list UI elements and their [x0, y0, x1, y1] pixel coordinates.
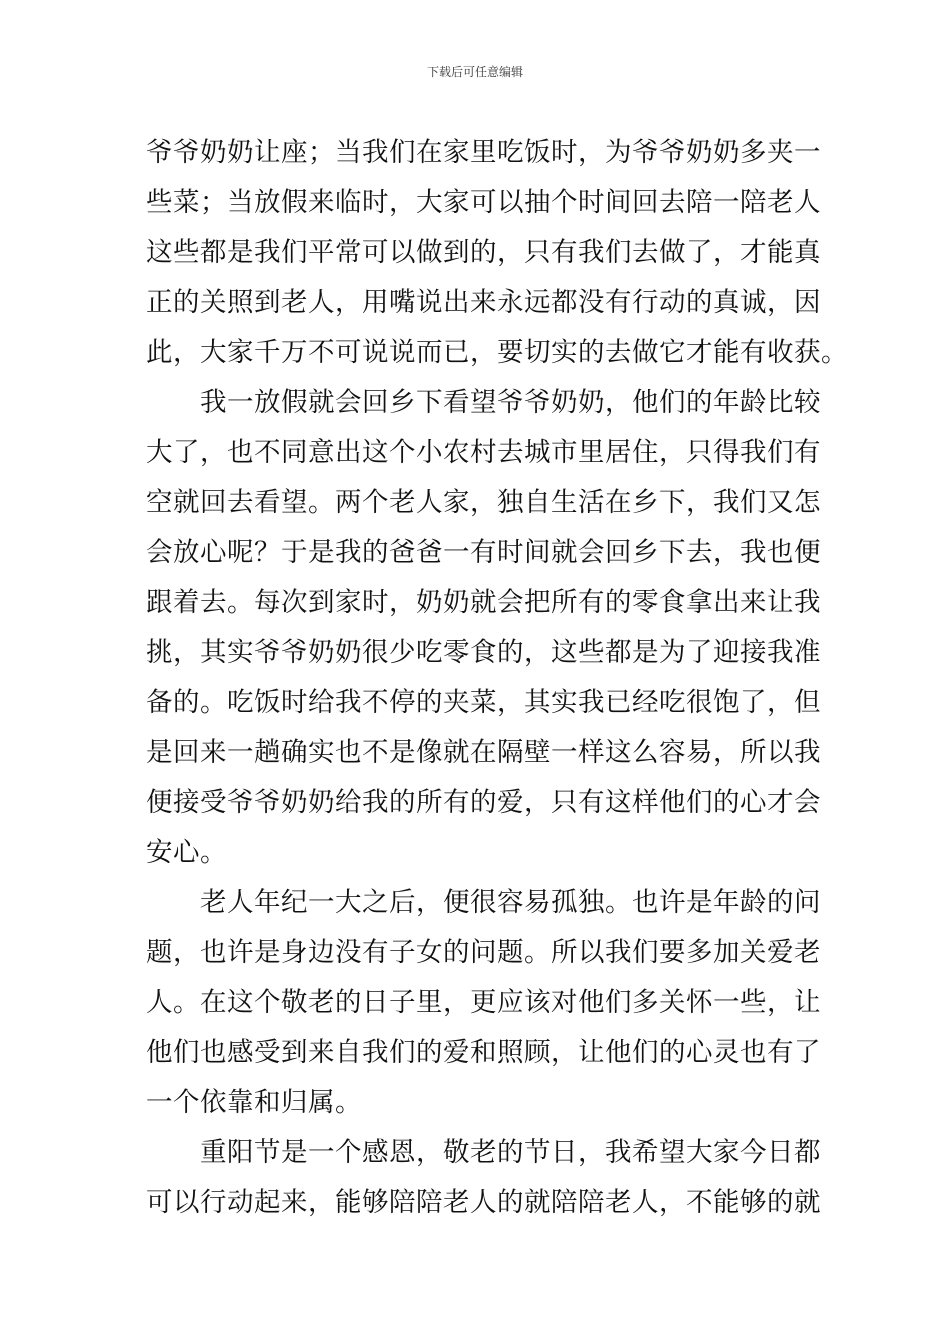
text-line: 题，也许是身边没有子女的问题。所以我们要多加关爱老 — [146, 937, 821, 968]
text-line: 是回来一趟确实也不是像就在隔壁一样这么容易，所以我 — [146, 737, 821, 768]
text-line: 空就回去看望。两个老人家，独自生活在乡下，我们又怎 — [146, 487, 821, 518]
page-header: 下载后可任意编辑 — [426, 65, 523, 79]
text-line: 此，大家千万不可说说而已，要切实的去做它才能有收获。 — [146, 337, 848, 368]
paragraph-start-line: 我一放假就会回乡下看望爷爷奶奶，他们的年龄比较 — [200, 387, 821, 418]
text-line: 他们也感受到来自我们的爱和照顾，让他们的心灵也有了 — [146, 1037, 821, 1068]
text-line: 爷爷奶奶让座；当我们在家里吃饭时，为爷爷奶奶多夹一 — [146, 137, 821, 168]
text-line: 人。在这个敬老的日子里，更应该对他们多关怀一些，让 — [146, 987, 821, 1018]
text-line: 一个依靠和归属。 — [146, 1087, 362, 1118]
text-line: 跟着去。每次到家时，奶奶就会把所有的零食拿出来让我 — [146, 587, 821, 618]
text-line: 大了，也不同意出这个小农村去城市里居住，只得我们有 — [146, 437, 821, 468]
paragraph-start-line: 重阳节是一个感恩，敬老的节日，我希望大家今日都 — [200, 1137, 821, 1168]
text-line: 便接受爷爷奶奶给我的所有的爱，只有这样他们的心才会 — [146, 787, 821, 818]
text-line: 挑，其实爷爷奶奶很少吃零食的，这些都是为了迎接我准 — [146, 637, 821, 668]
text-line: 安心。 — [146, 837, 227, 868]
document-body — [146, 128, 848, 1228]
text-line: 可以行动起来，能够陪陪老人的就陪陪老人，不能够的就 — [146, 1187, 821, 1218]
text-line: 这些都是我们平常可以做到的，只有我们去做了，才能真 — [146, 237, 821, 268]
paragraph-start-line: 老人年纪一大之后，便很容易孤独。也许是年龄的问 — [200, 887, 821, 918]
text-line: 会放心呢？于是我的爸爸一有时间就会回乡下去，我也便 — [146, 537, 821, 568]
text-line: 正的关照到老人，用嘴说出来永远都没有行动的真诚，因 — [146, 287, 821, 318]
text-line: 备的。吃饭时给我不停的夹菜，其实我已经吃很饱了，但 — [146, 687, 821, 718]
text-line: 些菜；当放假来临时，大家可以抽个时间回去陪一陪老人 — [146, 187, 821, 218]
